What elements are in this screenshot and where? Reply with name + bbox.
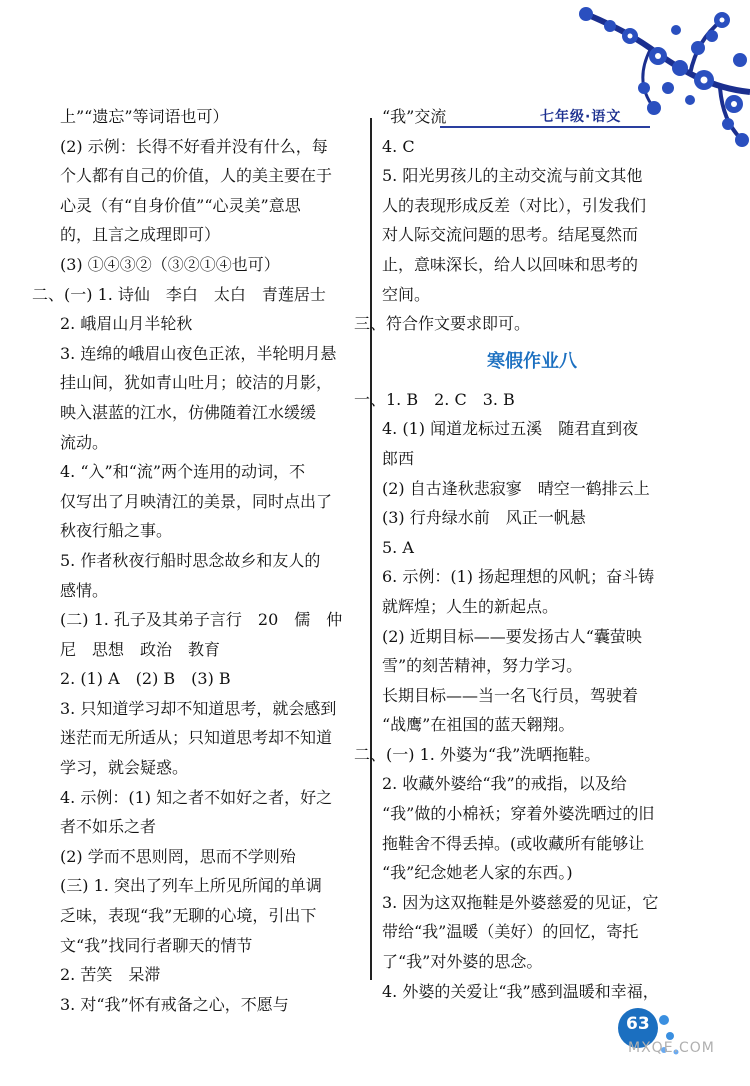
answer-line: 尼 思想 政治 教育 [60,639,221,659]
answer-line: 文“我”找同行者聊天的情节 [60,935,253,955]
answer-line: 5. A [382,537,414,557]
answer-line: “战鹰”在祖国的蓝天翱翔。 [382,715,575,735]
answer-line: 感情。 [60,580,109,600]
watermark: MXQE.COM [628,1040,715,1056]
answer-line: 心灵（有“自身价值”“心灵美”意思 [60,195,301,215]
grade-subject-label: 七年级·语文 [540,109,622,125]
answer-line: 人的表现形成反差（对比），引发我们 [382,195,647,215]
answer-line: (2) 自古逢秋悲寂寥 晴空一鹤排云上 [382,478,650,498]
answer-line: (2) 示例：长得不好看并没有什么，每 [60,136,328,156]
answer-line: 3. 对“我”怀有戒备之心，不愿与 [60,994,289,1014]
answer-line: (三) 1. 突出了列车上所见所闻的单调 [60,876,322,896]
answer-line: (2) 近期目标——要发扬古人“囊萤映 [382,626,642,646]
answer-line: (2) 学而不思则罔，思而不学则殆 [60,846,296,866]
answer-line: 个人都有自己的价值，人的美主要在于 [60,166,333,186]
answer-line: 2. 峨眉山月半轮秋 [60,314,193,334]
answer-line: 迷茫而无所适从；只知道思考却不知道 [60,728,333,748]
answer-line: 就辉煌；人生的新起点。 [382,596,559,616]
answer-line: 映入湛蓝的江水，仿佛随着江水缓缓 [60,402,317,422]
answer-line: 挂山间，犹如青山吐月；皎洁的月影， [60,373,333,393]
answer-line: 三、符合作文要求即可。 [354,314,531,334]
answer-line: 4. “入”和“流”两个连用的动词，不 [60,462,306,482]
answer-line: 2. (1) A (2) B (3) B [60,669,231,689]
answer-line: 对人际交流问题的思考。结尾戛然而 [382,225,639,245]
answer-line: 带给“我”温暖（美好）的回忆，寄托 [382,922,639,942]
page-number: 63 [626,1014,650,1034]
answer-line: (3) ①④③②（③②①④也可） [60,254,280,274]
answer-line: 的，且言之成理即可） [60,225,221,245]
answer-line: 学习，就会疑惑。 [60,758,189,778]
answer-line: 3. 因为这双拖鞋是外婆慈爱的见证，它 [382,892,659,912]
section-title: 寒假作业八 [487,350,577,372]
answer-line: 3. 连绵的峨眉山夜色正浓，半轮明月悬 [60,343,337,363]
answer-line: 拖鞋舍不得丢掉。(或收藏所有能够让 [382,833,645,853]
left-column [32,102,363,1019]
answer-line: 3. 只知道学习却不知道思考，就会感到 [60,698,337,718]
answer-line: 了“我”对外婆的思念。 [382,952,543,972]
answer-line: 流动。 [60,432,109,452]
answer-line: 者不如乐之者 [60,817,157,837]
answer-line: 5. 作者秋夜行船时思念故乡和友人的 [60,550,321,570]
answer-line: 二、(一) 1. 外婆为“我”洗晒拖鞋。 [354,744,601,764]
answer-line: “我”纪念她老人家的东西。) [382,863,573,883]
right-column [354,102,682,1006]
answer-line: 仅写出了月映清江的美景，同时点出了 [60,491,333,511]
answer-line: 2. 苦笑 呆滞 [60,965,161,985]
answer-line: 上”“遗忘”等词语也可） [60,107,229,126]
answer-line: 一、1. B 2. C 3. B [354,389,515,409]
answer-line: “我”交流 [382,107,447,126]
answer-line: 郎西 [382,448,415,468]
answer-line: 空间。 [382,284,431,304]
answer-line: 二、(一) 1. 诗仙 李白 太白 青莲居士 [32,284,326,304]
answer-line: 4. C [382,136,415,156]
answer-line: 乏味，表现“我”无聊的心境，引出下 [60,906,317,926]
answer-line: “我”做的小棉袄；穿着外婆洗晒过的旧 [382,804,655,824]
answer-line: 雪”的刻苦精神，努力学习。 [382,656,583,676]
answer-line: 5. 阳光男孩儿的主动交流与前文其他 [382,166,643,186]
answer-line: 秋夜行船之事。 [60,521,173,541]
answer-line: 4. 示例：(1) 知之者不如好之者，好之 [60,787,333,807]
answer-line: 止，意味深长，给人以回味和思考的 [382,254,639,274]
answer-line: (3) 行舟绿水前 风正一帆悬 [382,508,586,528]
column-divider [370,118,372,980]
answer-line: 4. 外婆的关爱让“我”感到温暖和幸福， [382,981,659,1001]
answer-line: (二) 1. 孔子及其弟子言行 20 儒 仲 [60,610,343,630]
answer-line: 4. (1) 闻道龙标过五溪 随君直到夜 [382,419,639,439]
answer-line: 长期目标——当一名飞行员，驾驶着 [382,685,639,705]
answer-line: 2. 收藏外婆给“我”的戒指，以及给 [382,774,627,794]
answer-line: 6. 示例：(1) 扬起理想的风帆；奋斗铸 [382,567,655,587]
